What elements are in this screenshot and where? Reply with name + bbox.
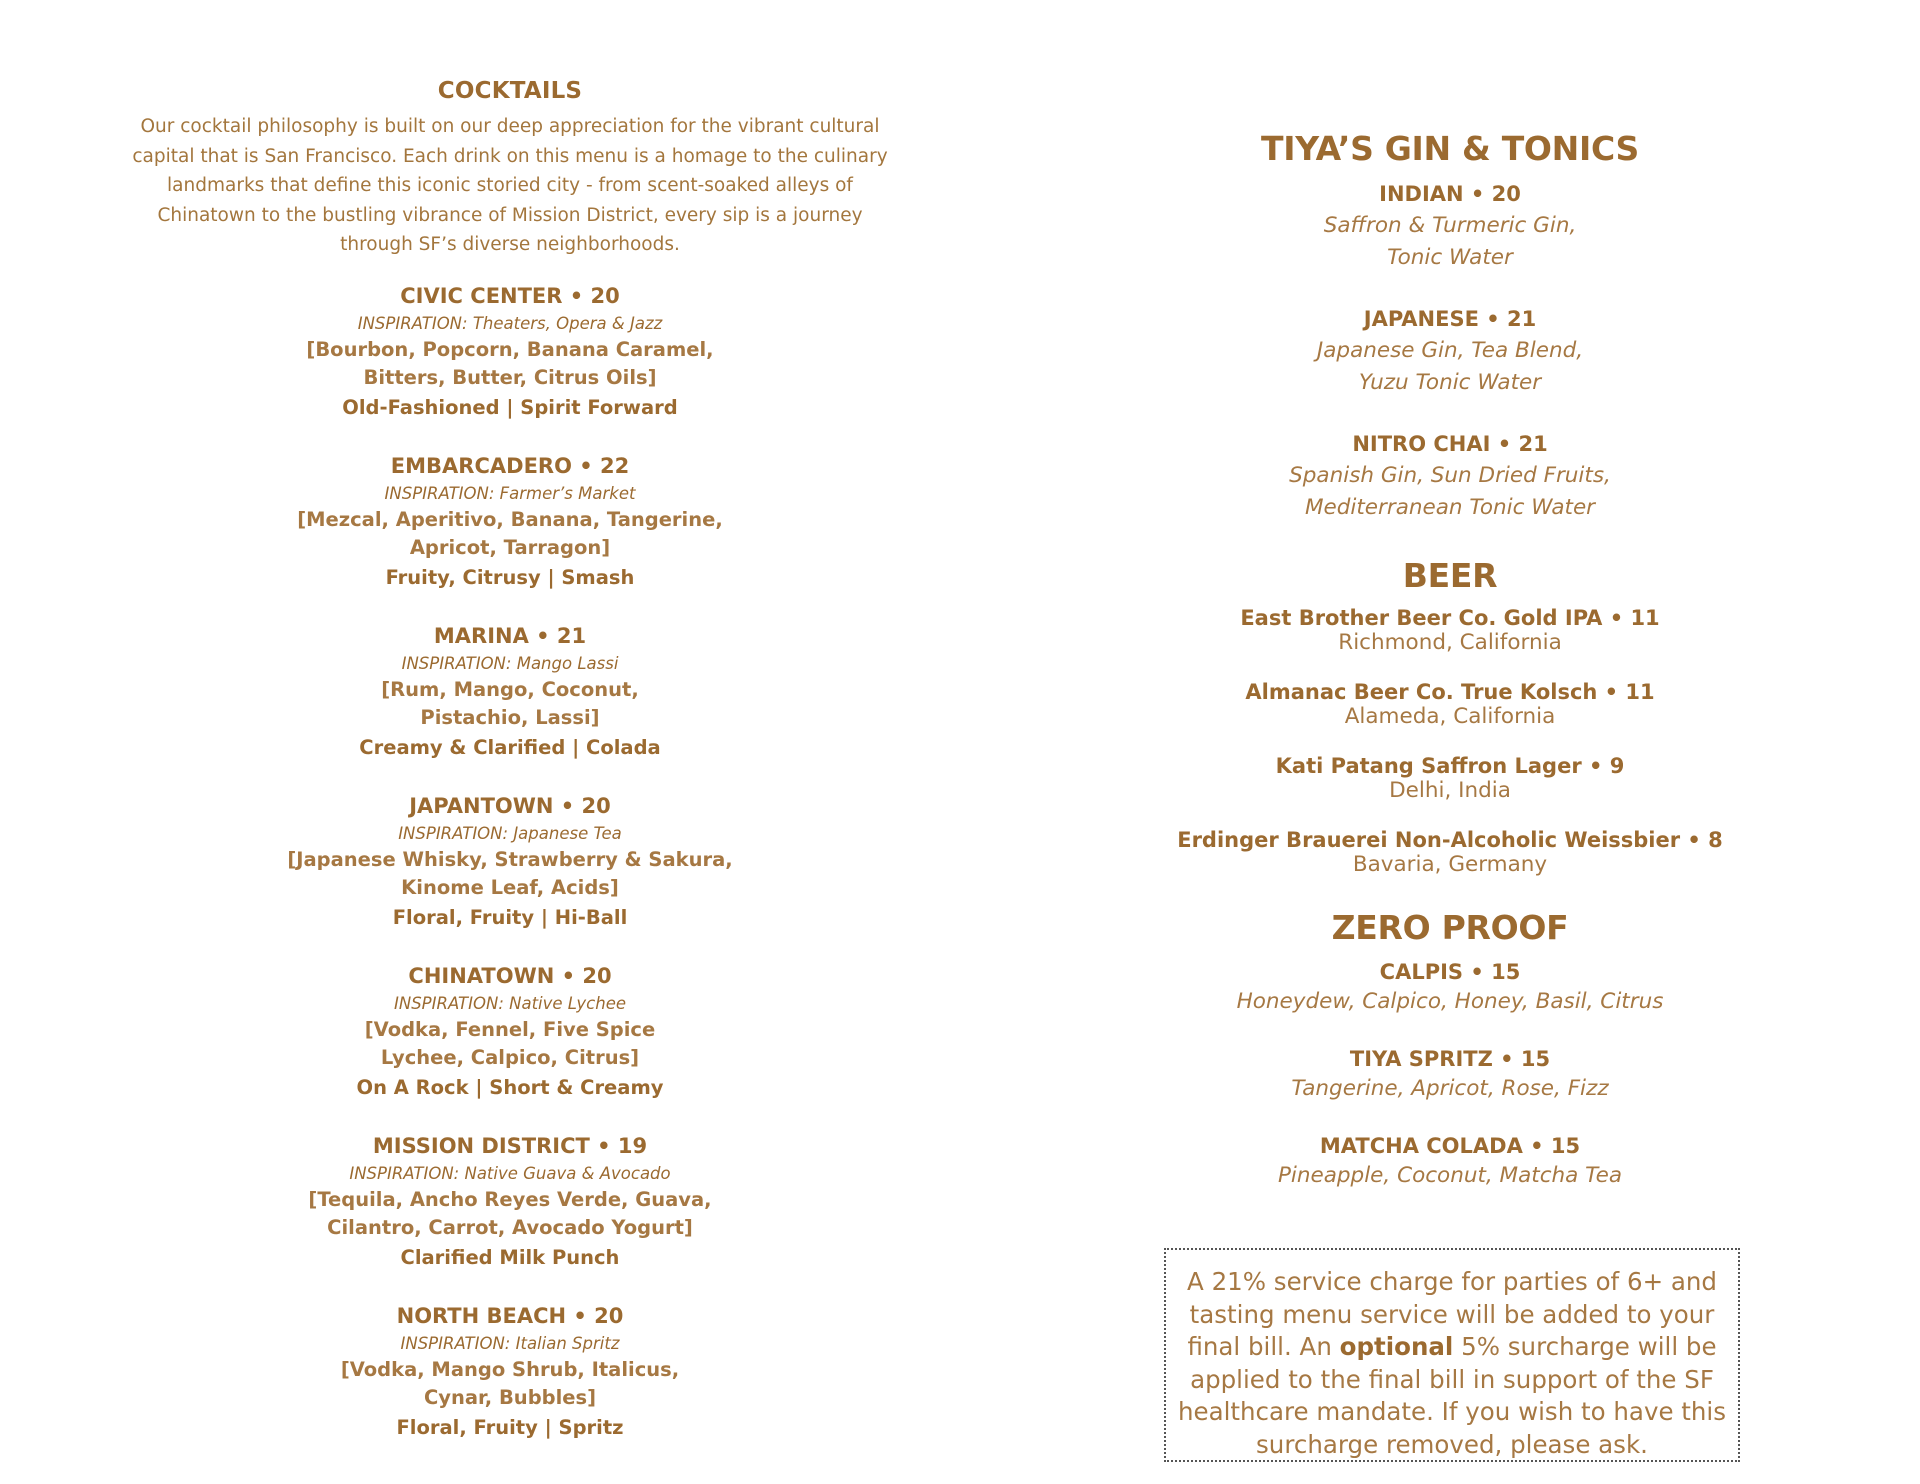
cocktail-style: Clarified Milk Punch (400, 1245, 620, 1269)
cocktail-ingredients: [Vodka, Fennel, Five Spice (364, 1017, 656, 1041)
cocktail-style: Floral, Fruity | Spritz (396, 1415, 624, 1439)
beer-item (1140, 827, 1760, 877)
service-charge-notice (1164, 1248, 1740, 1462)
cocktail-chinatown (130, 960, 890, 1103)
cocktail-north-beach (130, 1300, 890, 1443)
cocktail-name: CIVIC CENTER • 20 (400, 283, 620, 308)
cocktail-ingredients: [Rum, Mango, Coconut, (381, 677, 639, 701)
gin-tonic-desc: Mediterranean Tonic Water (1304, 495, 1596, 520)
cocktail-ingredients: Kinome Leaf, Acids] (401, 875, 619, 899)
cocktail-civic-center (130, 280, 890, 423)
cocktail-name: EMBARCADERO • 22 (390, 453, 630, 478)
gin-tonic-desc: Tonic Water (1387, 245, 1513, 270)
zero-proof-desc: Pineapple, Coconut, Matcha Tea (1277, 1163, 1623, 1188)
cocktail-ingredients: [Tequila, Ancho Reyes Verde, Guava, (308, 1187, 712, 1211)
beer-name: East Brother Beer Co. Gold IPA • 11 (1240, 606, 1660, 630)
zero-proof-title: ZERO PROOF (1331, 908, 1569, 947)
beer-item (1140, 753, 1760, 803)
gin-tonic-item (1140, 303, 1760, 399)
zero-proof-item (1140, 957, 1760, 1017)
cocktail-inspiration: INSPIRATION: Native Guava & Avocado (349, 1163, 671, 1183)
gin-tonic-desc: Japanese Gin, Tea Blend, (1316, 338, 1584, 363)
gin-tonic-item (1140, 178, 1760, 274)
cocktail-inspiration: INSPIRATION: Theaters, Opera & Jazz (357, 313, 663, 333)
gin-tonic-item (1140, 428, 1760, 524)
beer-name: Almanac Beer Co. True Kolsch • 11 (1245, 680, 1655, 704)
cocktail-ingredients: Pistachio, Lassi] (420, 705, 600, 729)
beer-item (1140, 605, 1760, 655)
gin-tonic-desc: Spanish Gin, Sun Dried Fruits, (1289, 463, 1611, 488)
cocktail-inspiration: INSPIRATION: Native Lychee (394, 993, 626, 1013)
cocktail-marina (130, 620, 890, 763)
zero-proof-desc: Honeydew, Calpico, Honey, Basil, Citrus (1236, 989, 1664, 1014)
cocktail-name: MISSION DISTRICT • 19 (372, 1133, 648, 1158)
cocktail-embarcadero (130, 450, 890, 593)
cocktail-ingredients: [Vodka, Mango Shrub, Italicus, (340, 1357, 680, 1381)
beer-origin: Bavaria, Germany (1352, 852, 1548, 877)
cocktail-name: NORTH BEACH • 20 (396, 1303, 624, 1328)
cocktail-style: Fruity, Citrusy | Smash (385, 565, 635, 589)
cocktail-mission-district (130, 1130, 890, 1273)
cocktail-ingredients: [Mezcal, Aperitivo, Banana, Tangerine, (297, 507, 723, 531)
cocktails-intro: Our cocktail philosophy is built on our deep appreciation for the vibrant cultural capital that is San Francisco. Each drink on this menu is a homage to the culinary landmarks that define this iconic storied city - from scent-soaked alleys of Chinatown to the bustling vibrance of Mission District, every sip is a journey through SF’s diverse neighborhoods. (132, 116, 888, 255)
beer-title: BEER (1402, 556, 1498, 595)
cocktail-ingredients: Lychee, Calpico, Citrus] (380, 1045, 640, 1069)
cocktail-style: On A Rock | Short & Creamy (356, 1075, 664, 1099)
zero-proof-name: CALPIS • 15 (1379, 960, 1521, 984)
beer-origin: Richmond, California (1338, 630, 1562, 655)
gin-tonic-name: NITRO CHAI • 21 (1352, 432, 1548, 456)
cocktail-inspiration: INSPIRATION: Mango Lassi (401, 653, 619, 673)
cocktail-style: Creamy & Clarified | Colada (359, 735, 661, 759)
cocktail-inspiration: INSPIRATION: Italian Spritz (400, 1333, 620, 1353)
beer-origin: Alameda, California (1344, 704, 1556, 729)
notice-text: 5% surcharge will be applied to the final bill in support of the SF healthcare mandate. If you wish to have this surcharge removed, please ask. (1177, 1332, 1727, 1459)
zero-proof-name: MATCHA COLADA • 15 (1319, 1134, 1581, 1158)
cocktail-ingredients: Bitters, Butter, Citrus Oils] (363, 365, 657, 389)
cocktail-ingredients: Cilantro, Carrot, Avocado Yogurt] (327, 1215, 693, 1239)
beer-origin: Delhi, India (1389, 778, 1511, 803)
zero-proof-item (1140, 1044, 1760, 1104)
notice-optional-emphasis: optional (1339, 1332, 1454, 1361)
cocktail-japantown (130, 790, 890, 933)
beer-name: Erdinger Brauerei Non-Alcoholic Weissbier • 8 (1177, 828, 1723, 852)
cocktail-ingredients: Cynar, Bubbles] (423, 1385, 597, 1409)
cocktail-style: Old-Fashioned | Spirit Forward (342, 395, 678, 419)
gin-tonic-desc: Yuzu Tonic Water (1358, 370, 1542, 395)
gin-tonic-desc: Saffron & Turmeric Gin, (1323, 213, 1577, 238)
zero-proof-item (1140, 1131, 1760, 1191)
cocktail-ingredients: [Bourbon, Popcorn, Banana Caramel, (306, 337, 714, 361)
beer-item (1140, 679, 1760, 729)
cocktail-inspiration: INSPIRATION: Japanese Tea (398, 823, 622, 843)
notice-text: A 21% service charge for parties of 6+ and tasting menu service will be added to your final bill. An (1187, 1267, 1717, 1361)
gin-tonic-name: JAPANESE • 21 (1363, 307, 1537, 331)
right-column (1140, 126, 1760, 1218)
zero-proof-desc: Tangerine, Apricot, Rose, Fizz (1291, 1076, 1609, 1101)
cocktail-inspiration: INSPIRATION: Farmer’s Market (384, 483, 636, 503)
cocktail-style: Floral, Fruity | Hi-Ball (392, 905, 628, 929)
beer-name: Kati Patang Saffron Lager • 9 (1275, 754, 1625, 778)
zero-proof-name: TIYA SPRITZ • 15 (1349, 1047, 1551, 1071)
cocktails-title: COCKTAILS (437, 78, 583, 104)
cocktail-ingredients: Apricot, Tarragon] (409, 535, 611, 559)
cocktail-name: JAPANTOWN • 20 (409, 793, 611, 818)
cocktail-name: MARINA • 21 (433, 623, 587, 648)
cocktails-section (130, 78, 890, 1470)
gin-tonic-name: INDIAN • 20 (1379, 182, 1521, 206)
cocktail-ingredients: [Japanese Whisky, Strawberry & Sakura, (287, 847, 733, 871)
cocktail-name: CHINATOWN • 20 (408, 963, 612, 988)
gin-tonics-title: TIYA’S GIN & TONICS (1261, 129, 1639, 168)
